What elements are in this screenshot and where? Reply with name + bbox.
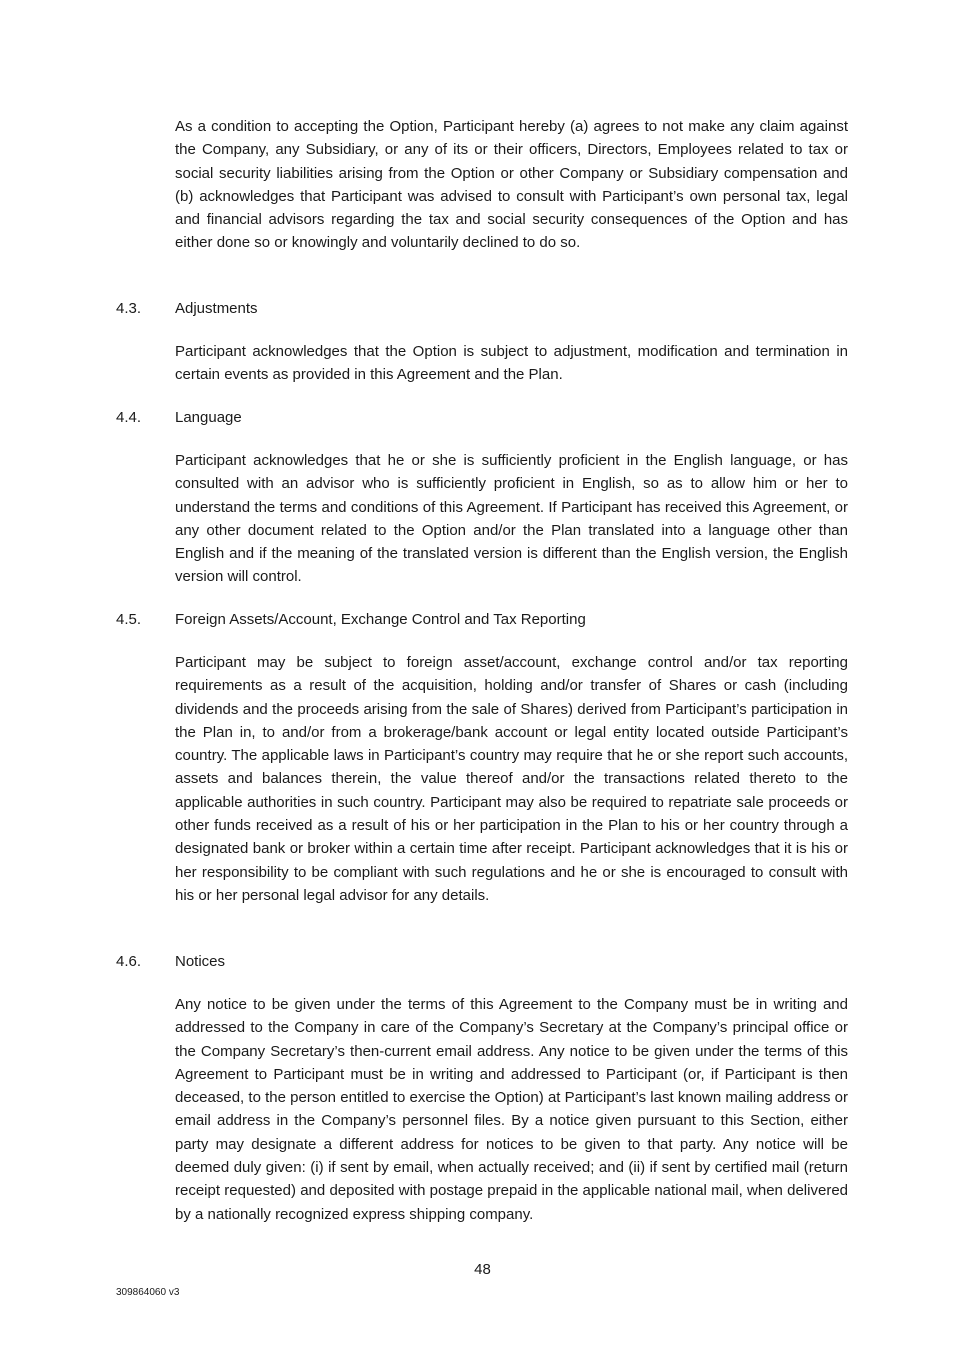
section-title: Notices — [175, 953, 226, 970]
intro-paragraph: As a condition to accepting the Option, Participant hereby (a) agrees to not make any claim against the Company, any Subsidiary, or any of its or their officers, Directors, Employees related to tax or social security liabilities arising from the Option or other Company or Subsidiary compensation and (b) acknowledges that Participant was advised to consult with Participant’s own personal tax, legal and financial advisors regarding the tax and social security consequences of the Option and has either done so or knowingly and voluntarily declined to do so. — [175, 118, 848, 252]
section-body-foreign-assets: Participant may be subject to foreign asset/account, exchange control and/or tax reporting requirements as a result of the acquisition, holding and/or transfer of Shares or cash (including dividends and the proceeds arising from the sale of Shares) derived from Participant’s participation in the Plan in, to and/or from a brokerage/bank account or legal entity located outside Participant’s country. The applicable laws in Participant’s country may require that he or she report such accounts, assets and balances therein, the value thereof and/or the transactions related thereto to the applicable authorities in such country. Participant may also be required to repatriate sale proceeds or other funds received as a result of his or her participation in the Plan to his or her country through a designated bank or broker within a certain time after receipt. Participant acknowledges that it is his or her responsibility to be compliant with such regulations and he or she is encouraged to consult with his or her personal legal advisor for any details. — [175, 654, 848, 904]
section-title: Foreign Assets/Account, Exchange Control and Tax Reporting — [175, 611, 586, 628]
section-body-language: Participant acknowledges that he or she is sufficiently proficient in the English language, or has consulted with an advisor who is sufficiently proficient in English, so as to allow him or her to understand the terms and conditions of this Agreement. If Participant has received this Agreement, or any other document related to the Option and/or the Plan translated into a language other than English and if the meaning of the translated version is different than the English version, the English version will control. — [175, 452, 848, 586]
section-heading-notices — [116, 950, 848, 973]
section-number: 4.5. — [116, 611, 142, 628]
section-heading-foreign-assets — [116, 608, 848, 631]
section-number: 4.3. — [116, 300, 142, 317]
section-heading-adjustments — [116, 297, 848, 320]
section-title: Language — [175, 409, 242, 426]
page-number: 48 — [474, 1261, 491, 1278]
section-body-notices: Any notice to be given under the terms of this Agreement to the Company must be in writing and addressed to the Company in care of the Company’s Secretary at the Company’s principal office or the Company Secretary’s then-current email address. Any notice to be given under the terms of this Agreement to Participant must be in writing and addressed to Participant (or, if Participant is then deceased, to the person entitled to exercise the Option) at Participant’s last known mailing address or email address in the Company’s personnel files. By a notice given pursuant to this Section, either party may designate a different address for notices to be given to that party. Any notice will be deemed duly given: (i) if sent by email, when actually received; and (ii) if sent by certified mail (return receipt requested) and deposited with postage prepaid in the applicable national mail, when delivered by a nationally recognized express shipping company. — [175, 996, 848, 1223]
section-number: 4.6. — [116, 953, 142, 970]
section-title: Adjustments — [175, 300, 258, 317]
section-number: 4.4. — [116, 409, 142, 426]
document-id: 309864060 v3 — [116, 1287, 180, 1298]
section-heading-language — [116, 406, 848, 429]
section-body-adjustments: Participant acknowledges that the Option is subject to adjustment, modification and termination in certain events as provided in this Agreement and the Plan. — [175, 343, 848, 384]
